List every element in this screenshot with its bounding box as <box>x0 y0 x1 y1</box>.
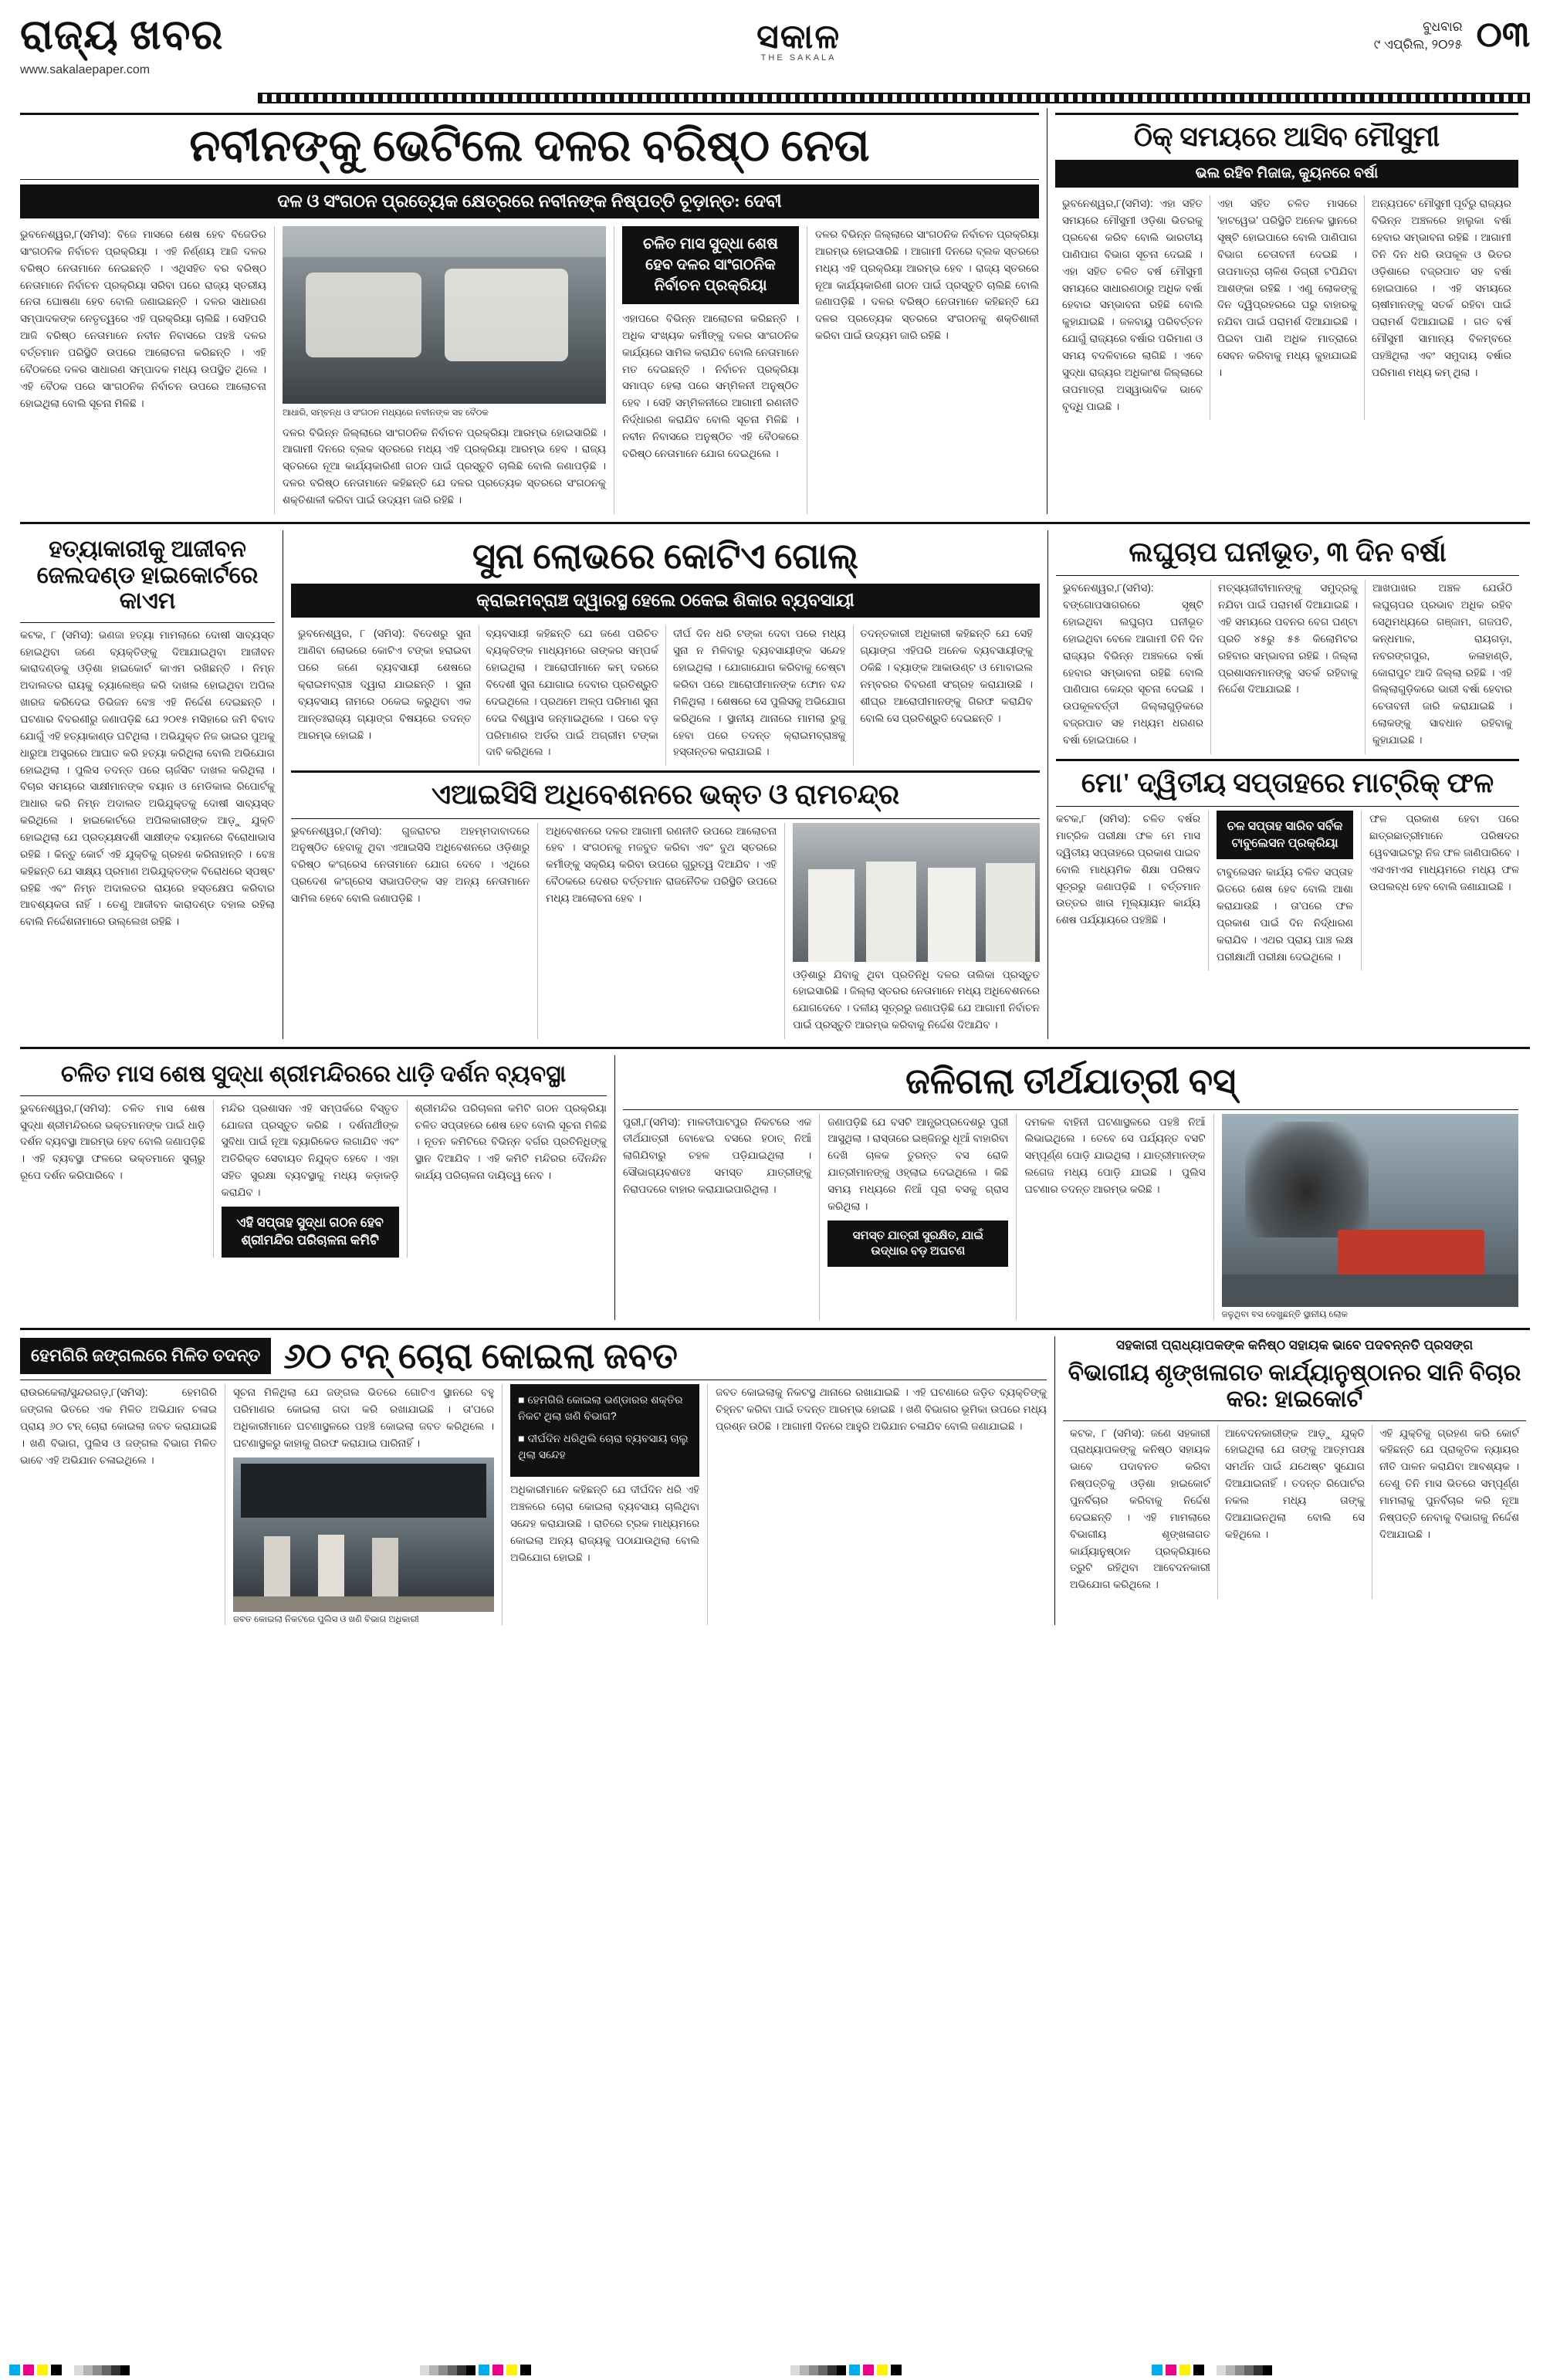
paper-logo: ସକାଳ <box>756 18 841 56</box>
coal-col1: ରାଉରକେଲା/ସୁନ୍ଦରଗଡ଼,୮(ସମିସ): ହେମଗିରି ଜଙ୍ଗଲ ଭିତରେ ଏକ ମିଳିତ ଅଭିଯାନ ଚଳାଇ ପ୍ରାୟ ୬୦ ଟନ୍ ଚୋରା କୋଇଲା ଜବତ କରାଯାଇଛି । ଖଣି ବିଭାଗ, ପୁଲିସ ଓ ଜଙ୍ଗଲ ବିଭାଗ ମିଳିତ ଭାବେ ଏହି ଅଭିଯାନ ଚଳାଇଥିଲେ । <box>20 1386 217 1466</box>
coal-col3: ଅଧିକାରୀମାନେ କହିଛନ୍ତି ଯେ ଦୀର୍ଘଦିନ ଧରି ଏହି ଅଞ୍ଚଳରେ ଚୋରା କୋଇଲା ବ୍ୟବସାୟ ଚାଲିଥିବା ସନ୍ଦେହ କରାଯାଉଛି । ରାତିରେ ଟ୍ରକ ମାଧ୍ୟମରେ କୋଇଲା ଅନ୍ୟ ରାଜ୍ୟକୁ ପଠାଯାଉଥିଲା ବୋଲି ଅଭିଯୋଗ ହୋଇଛି । <box>510 1484 700 1563</box>
bus-col1: ପୁରୀ,୮(ସମିସ): ମାଳତୀପାଟପୁର ନିକଟରେ ଏକ ତୀର୍ଥଯାତ୍ରୀ ବୋଝେଇ ବସରେ ହଠାତ୍ ନିଆଁ ଲାଗିଯିବାରୁ ଚହଳ ପଡ଼ିଯାଇଥିଲା । ସୌଭାଗ୍ୟବଶତଃ ସମସ୍ତ ଯାତ୍ରୀଙ୍କୁ ନିରାପଦରେ ବାହାର କରାଯାଇପାରିଥିଲା । <box>623 1116 812 1196</box>
gold-subheadline: କ୍ରାଇମବ୍ରାଞ୍ଚ ଦ୍ୱାରସ୍ଥ ହେଲେ ଠକେଇ ଶିକାର ବ୍ୟବସାୟୀ <box>291 584 1040 618</box>
gold-col1: ଭୁବନେଶ୍ୱର, ୮ (ସମିସ): ବିଦେଶରୁ ସୁନା ଆଣିବା ଲୋଭରେ କୋଟିଏ ଟଙ୍କା ହରାଇବା ପରେ ଜଣେ ବ୍ୟବସାୟୀ ଶେଷରେ କ୍ରାଇମବ୍ରାଞ୍ଚ ଦ୍ୱାରା ଯାଇଛନ୍ତି । ସୁନା ବ୍ୟବସାୟ ନାମରେ ଠକେଇ କରୁଥିବା ଏକ ଆନ୍ତଃରାଜ୍ୟ ଗ୍ୟାଙ୍ଗ ବିଷୟରେ ତଦନ୍ତ ଆରମ୍ଭ ହୋଇଛି । <box>298 628 472 741</box>
column-divider-4 <box>614 1055 615 1320</box>
weather-story <box>1055 108 1518 514</box>
gold-headline: ସୁନା ଲୋଭରେ କୋଟିଏ ଗୋଲ୍ <box>472 536 859 576</box>
matric-col3: ଫଳ ପ୍ରକାଶ ହେବା ପରେ ଛାତ୍ରଛାତ୍ରୀମାନେ ପରିଷଦର ୱେବସାଇଟରୁ ନିଜ ଫଳ ଜାଣିପାରିବେ । ଏସଏମଏସ ମାଧ୍ୟମରେ ମଧ୍ୟ ଫଳ ଉପଲବ୍ଧ ହେବ ବୋଲି ଜଣାଯାଇଛି । <box>1369 813 1519 892</box>
lead-photo-caption: ଆଧାରି, ସମ୍ବନ୍ଧ ଓ ସଂଗଠନ ମଧ୍ୟରେ ନବୀନଙ୍କ ସହ ବୈଠକ <box>283 408 489 418</box>
lp-col3: ଆଖପାଖର ଅଞ୍ଚଳ ଯେଉଁଠି ଲଘୁଚାପର ପ୍ରଭାବ ଅଧିକ ରହିବ ସେଥିମଧ୍ୟରେ ଗଞ୍ଜାମ, ଗଜପତି, କନ୍ଧମାଳ, ରାୟଗଡ଼ା, ନବରଙ୍ଗପୁର, କଳାହାଣ୍ଡି, କୋରାପୁଟ ଆଦି ଜିଲ୍ଲା ରହିଛି । ଏହି ଜିଲ୍ଲାଗୁଡ଼ିକରେ ଭାରୀ ବର୍ଷା ହେବାର ଚେତାବନୀ ଜାରି କରାଯାଇଛି । ଲୋକଙ୍କୁ ସାବଧାନ ରହିବାକୁ କୁହାଯାଇଛି । <box>1372 582 1512 746</box>
coal-col2: ସୂଚନା ମିଳିଥିଲା ଯେ ଜଙ୍ଗଲ ଭିତରେ ଗୋଟିଏ ସ୍ଥାନରେ ବହୁ ପରିମାଣର କୋଇଲା ଗଦା କରି ରଖାଯାଇଛି । ତା'ପରେ ଅଧିକାରୀମାନେ ଘଟଣାସ୍ଥଳରେ ପହଞ୍ଚି କୋଇଲା ଜବତ କରିଥିଲେ । ଘଟଣାସ୍ଥଳରୁ କାହାକୁ ଗିରଫ କରାଯାଇ ପାରିନାହିଁ । <box>233 1386 495 1449</box>
weather-col1: ଭୁବନେଶ୍ୱର,୮(ସମିସ): ଏହା ସହିତ ସମୟରେ ମୌସୁମୀ ଓଡ଼ିଶା ଭିତରକୁ ପ୍ରବେଶ କରିବ ବୋଲି ଭାରତୀୟ ପାଣିପାଗ ବିଭାଗ ସୂଚନା ଦେଇଛି । ଏହା ସହିତ ଚଳିତ ବର୍ଷ ମୌସୁମୀ ସମୟରେ ସାଧାରଣଠାରୁ ଅଧିକ ବର୍ଷା ହେବାର ସମ୍ଭାବନା ରହିଛି ବୋଲି କୁହାଯାଇଛି । ଜଳବାୟୁ ପରିବର୍ତ୍ତନ ଯୋଗୁଁ ରାଜ୍ୟରେ ବର୍ଷାର ପରିମାଣ ଓ ସମୟ ବଦଳିବାରେ ଲାଗିଛି । ଏବେ ସୁଦ୍ଧା ରାଜ୍ୟର ଅଧିକାଂଶ ଜିଲ୍ଲାରେ ତାପମାତ୍ରା ଅସ୍ୱାଭାବିକ ଭାବେ ବୃଦ୍ଧି ପାଇଛି । <box>1062 198 1203 412</box>
lp-col1: ଭୁବନେଶ୍ୱର,୮(ସମିସ): ବଙ୍ଗୋପସାଗରରେ ସୃଷ୍ଟି ହୋଇଥିବା ଲଘୁଚାପ ଘନୀଭୂତ ହୋଇଥିବା ବେଳେ ଆଗାମୀ ତିନି ଦିନ ରାଜ୍ୟର ବିଭିନ୍ନ ଅଞ୍ଚଳରେ ବର୍ଷା ହେବାର ସମ୍ଭାବନା ରହିଛି ବୋଲି ପାଣିପାଗ କେନ୍ଦ୍ର ସୂଚନା ଦେଇଛି । ଉପକୂଳବର୍ତ୍ତୀ ଜିଲ୍ଲାଗୁଡ଼ିକରେ ବଜ୍ରପାତ ସହ ମଧ୍ୟମ ଧରଣର ବର୍ଷା ହୋଇପାରେ । <box>1063 582 1203 746</box>
masthead-left <box>20 14 223 77</box>
lead-subheadline: ଦଳ ଓ ସଂଗଠନ ପ୍ରତ୍ୟେକ କ୍ଷେତ୍ରରେ ନବୀନଙ୍କ ନିଷ୍ପତ୍ତି ଚୂଡ଼ାନ୍ତ: ଦେବୀ <box>20 185 1039 218</box>
page-number: ୦୩ <box>1476 15 1530 54</box>
aicc-col1: ଭୁବନେଶ୍ୱର,୮(ସମିସ): ଗୁଜରାଟର ଅହମ୍ମଦାବାଦରେ ଅନୁଷ୍ଠିତ ହେବାକୁ ଥିବା ଏଆଇସିସି ଅଧିବେଶନରେ ଓଡ଼ିଶାରୁ ବରିଷ୍ଠ କଂଗ୍ରେସ ନେତାମାନେ ଯୋଗ ଦେବେ । ଏଥିରେ ପ୍ରଦେଶ କଂଗ୍ରେସ ସଭାପତିଙ୍କ ସହ ଅନ୍ୟ ନେତାମାନେ ସାମିଲ ହେବେ ବୋଲି ଜଣାପଡ଼ିଛି । <box>291 824 530 905</box>
bus-callout: ସମସ୍ତ ଯାତ୍ରୀ ସୁରକ୍ଷିତ, ଯାଇଁ ଉଦ୍ଧାର ବଡ଼ ଅଘଟଣ <box>827 1220 1008 1268</box>
section-separator-3 <box>20 1328 1530 1330</box>
column-divider-3 <box>1047 530 1048 1039</box>
court-col2: ଆବେଦନକାରୀଙ୍କ ଆଡ଼ୁ ଯୁକ୍ତି ହୋଇଥିଲା ଯେ ତାଙ୍କୁ ଆତ୍ମପକ୍ଷ ସମର୍ଥନ ପାଇଁ ଯଥେଷ୍ଟ ସୁଯୋଗ ଦିଆଯାଇନାହିଁ । ତଦନ୍ତ ରିପୋର୍ଟର ନକଲ ମଧ୍ୟ ତାଙ୍କୁ ଦିଆଯାଇନଥିଲା ବୋଲି ସେ କହିଥିଲେ । <box>1224 1427 1365 1540</box>
court-col1: କଟକ, ୮ (ସମିସ): ଜଣେ ସହକାରୀ ପ୍ରାଧ୍ୟାପକଙ୍କୁ କନିଷ୍ଠ ସହାୟକ ଭାବେ ପଦାବନତ କରିବା ନିଷ୍ପତ୍ତିକୁ ଓଡ଼ିଶା ହାଇକୋର୍ଟ ପୁନର୍ବିଚାର କରିବାକୁ ନିର୍ଦ୍ଦେଶ ଦେଇଛନ୍ତି । ଏହି ମାମଲାରେ ବିଭାଗୀୟ ଶୃଙ୍ଖଳାଗତ କାର୍ଯ୍ୟାନୁଷ୍ଠାନ ପ୍ରକ୍ରିୟାରେ ତ୍ରୁଟି ରହିଥିବା ଆବେଦନକାରୀ ଅଭିଯୋଗ କରିଥିଲେ । <box>1070 1427 1210 1591</box>
date-block <box>1374 14 1463 54</box>
lead-col2: ଦଳର ବିଭିନ୍ନ ଜିଲ୍ଲାରେ ସାଂଗଠନିକ ନିର୍ବାଚନ ପ୍ରକ୍ରିୟା ଆରମ୍ଭ ହୋଇସାରିଛି । ଆଗାମୀ ଦିନରେ ବ୍ଲକ ସ୍ତରରେ ମଧ୍ୟ ଏହି ପ୍ରକ୍ରିୟା ଆରମ୍ଭ ହେବ । ରାଜ୍ୟ ସ୍ତରରେ ନୂଆ କାର୍ଯ୍ୟକାରିଣୀ ଗଠନ ପାଇଁ ପ୍ରସ୍ତୁତି ଚାଲିଛି ବୋଲି ଜଣାପଡ଼ିଛି । ଦଳର ବରିଷ୍ଠ ନେତାମାନେ କହିଛନ୍ତି ଯେ ଦଳର ପ୍ରତ୍ୟେକ ସ୍ତରରେ ସଂଗଠନକୁ ଶକ୍ତିଶାଳୀ କରିବା ପାଇଁ ଉଦ୍ୟମ ଜାରି ରହିଛି । <box>283 426 606 506</box>
decorative-ruler <box>20 88 1530 108</box>
matric-headline: ମୋ' ଦ୍ୱିତୀୟ ସପ୍ତାହରେ ମାଟ୍ରିକ୍ ଫଳ <box>1081 767 1494 798</box>
bus-col3: ଦମକଳ ବାହିନୀ ଘଟଣାସ୍ଥଳରେ ପହଞ୍ଚି ନିଆଁ ଲିଭାଇଥିଲେ । ତେବେ ସେ ପର୍ଯ୍ୟନ୍ତ ବସଟି ସମ୍ପୂର୍ଣ୍ଣ ପୋଡ଼ି ଯାଇଥିଲା । ଯାତ୍ରୀମାନଙ୍କ ଲଗେଜ ମଧ୍ୟ ପୋଡ଼ି ଯାଇଛି । ପୁଲିସ ଘଟଣାର ତଦନ୍ତ ଆରମ୍ଭ କରିଛି । <box>1024 1116 1206 1196</box>
bus-headline: ଜଳିଗଲା ତୀର୍ଥଯାତ୍ରୀ ବସ୍ <box>905 1061 1237 1102</box>
cb-right <box>1142 2365 1281 2375</box>
coal-tag: ହେମଗିରି ଜଙ୍ଗଲରେ ମିଳିତ ତଦନ୍ତ <box>20 1338 271 1373</box>
day-label: ବୁଧବାର <box>1423 19 1463 34</box>
temple-col2: ମନ୍ଦିର ପ୍ରଶାସନ ଏହି ସମ୍ପର୍କରେ ବିସ୍ତୃତ ଯୋଜନା ପ୍ରସ୍ତୁତ କରିଛି । ଦର୍ଶନାର୍ଥୀଙ୍କ ସୁବିଧା ପାଇଁ ନୂଆ ବ୍ୟାରିକେଡ ଲଗାଯିବ ଏବଂ ଅତିରିକ୍ତ ସେବାୟତ ନିଯୁକ୍ତ ହେବେ । ଏହା ସହିତ ସୁରକ୍ଷା ବ୍ୟବସ୍ଥାକୁ ମଧ୍ୟ କଡ଼ାକଡ଼ି କରାଯିବ । <box>221 1102 399 1198</box>
gold-col4: ତଦନ୍ତକାରୀ ଅଧିକାରୀ କହିଛନ୍ତି ଯେ ସେହି ଗ୍ୟାଙ୍ଗ ଏହିପରି ଅନେକ ବ୍ୟବସାୟୀଙ୍କୁ ଠକିଛି । ବ୍ୟାଙ୍କ ଆକାଉଣ୍ଟ ଓ ମୋବାଇଲ ନମ୍ବରର ବିବରଣୀ ସଂଗ୍ରହ କରାଯାଉଛି । ଶୀଘ୍ର ଆରୋପୀମାନଙ୍କୁ ଗିରଫ କରାଯିବ ବୋଲି ସେ ପ୍ରତିଶ୍ରୁତି ଦେଇଛନ୍ତି । <box>860 628 1033 724</box>
temple-col3: ଶ୍ରୀମନ୍ଦିର ପରିଚାଳନା କମିଟି ଗଠନ ପ୍ରକ୍ରିୟା ଚଳିତ ସପ୍ତାହରେ ଶେଷ ହେବ ବୋଲି ସୂଚନା ମିଳିଛି । ନୂତନ କମିଟିରେ ବିଭିନ୍ନ ବର୍ଗର ପ୍ରତିନିଧିଙ୍କୁ ସ୍ଥାନ ଦିଆଯିବ । ଏହି କମିଟି ମନ୍ଦିରର ଦୈନନ୍ଦିନ କାର୍ଯ୍ୟ ପରିଚାଳନା ଦାୟିତ୍ୱ ନେବ । <box>415 1102 607 1182</box>
temple-col1: ଭୁବନେଶ୍ୱର,୮(ସମିସ): ଚଳିତ ମାସ ଶେଷ ସୁଦ୍ଧା ଶ୍ରୀମନ୍ଦିରରେ ଭକ୍ତମାନଙ୍କ ପାଇଁ ଧାଡ଼ି ଦର୍ଶନ ବ୍ୟବସ୍ଥା ଆରମ୍ଭ ହେବ ବୋଲି ଜଣାପଡ଼ିଛି । ଏହି ବ୍ୟବସ୍ଥା ଫଳରେ ଭକ୍ତମାନେ ସୁଚାରୁ ରୂପେ ଦର୍ଶନ କରିପାରିବେ । <box>20 1102 205 1182</box>
lead-callout: ଚଳିତ ମାସ ସୁଦ୍ଧା ଶେଷ ହେବ ଦଳର ସାଂଗଠନିକ ନିର୍ବାଚନ ପ୍ରକ୍ରିୟା <box>622 226 799 304</box>
gold-aicc-block <box>291 530 1040 1039</box>
court-story <box>1063 1336 1526 1625</box>
coal-photo <box>233 1457 494 1612</box>
weather-headline: ଠିକ୍ ସମୟରେ ଆସିବ ମୌସୁମୀ <box>1133 121 1440 152</box>
weather-subheadline: ଭଲ ରହିବ ମିଜାଜ, କ୍ୟୁନରେ ବର୍ଷା <box>1055 160 1518 188</box>
aicc-col3: ଓଡ଼ିଶାରୁ ଯିବାକୁ ଥିବା ପ୍ରତିନିଧି ଦଳର ତାଲିକା ପ୍ରସ୍ତୁତ ହୋଇସାରିଛି । ଜିଲ୍ଲା ସ୍ତରର ନେତାମାନେ ମଧ୍ୟ ଅଧିବେଶନରେ ଯୋଗଦେବେ । ଦଳୀୟ ସୂତ୍ରରୁ ଜଣାପଡ଼ିଛି ଯେ ଆଗାମୀ ନିର୍ବାଚନ ପାଇଁ ପ୍ରସ୍ତୁତି ଆରମ୍ଭ କରିବାକୁ ନିର୍ଦ୍ଦେଶ ଦିଆଯିବ । <box>793 968 1040 1031</box>
matric-col1: କଟକ,୮ (ସମିସ): ଚଳିତ ବର୍ଷର ମାଟ୍ରିକ ପରୀକ୍ଷା ଫଳ ମେ ମାସ ଦ୍ୱିତୀୟ ସପ୍ତାହରେ ପ୍ରକାଶ ପାଇବ ବୋଲି ମାଧ୍ୟମିକ ଶିକ୍ଷା ପରିଷଦ ସୂତ୍ରରୁ ଜଣାପଡ଼ିଛି । ବର୍ତ୍ତମାନ ଉତ୍ତର ଖାତା ମୂଲ୍ୟାୟନ କାର୍ଯ୍ୟ ଶେଷ ପର୍ଯ୍ୟାୟରେ ପହଞ୍ଚିଛି । <box>1056 813 1200 926</box>
coal-bullet-1: ■ ହେମଗିରି କୋଇଲା ଭଣ୍ଡାରର ଶକ୍ତିର ନିକଟ ଥିଲା ଖଣି ବିଭାଗ? <box>518 1393 683 1423</box>
matric-col2: ଟାବୁଲେସନ କାର୍ଯ୍ୟ ଚଳିତ ସପ୍ତାହ ଭିତରେ ଶେଷ ହେବ ବୋଲି ଆଶା କରାଯାଉଛି । ତା'ପରେ ଫଳ ପ୍ରକାଶ ପାଇଁ ଦିନ ନିର୍ଦ୍ଧାରଣ କରାଯିବ । ଏଥର ପ୍ରାୟ ପାଞ୍ଚ ଲକ୍ଷ ପରୀକ୍ଷାର୍ଥୀ ପରୀକ୍ଷା ଦେଇଥିଲେ । <box>1217 866 1353 963</box>
right-middle-block <box>1056 530 1519 1039</box>
bus-photo-caption: ଜଳୁଥିବା ବସ ଦେଖୁଛନ୍ତି ସ୍ଥାନୀୟ ଲୋକ <box>1221 1309 1349 1319</box>
weather-col3: ଅନ୍ୟପଟେ ମୌସୁମୀ ପୂର୍ବରୁ ରାଜ୍ୟର ବିଭିନ୍ନ ଅଞ୍ଚଳରେ ହାଲୁକା ବର୍ଷା ହେବାର ସମ୍ଭାବନା ରହିଛି । ଆଗାମୀ ତିନି ଦିନ ଧରି ଉପକୂଳ ଓ ଭିତର ଓଡ଼ିଶାରେ ବଜ୍ରପାତ ସହ ବର୍ଷା ହୋଇପାରେ । ଏହି ସମୟରେ ଚାଷୀମାନଙ୍କୁ ସତର୍କ ରହିବା ପାଇଁ ପରାମର୍ଶ ଦିଆଯାଇଛି । ଗତ ବର୍ଷ ମୌସୁମୀ ସାମାନ୍ୟ ବିଳମ୍ବରେ ପହଞ୍ଚିଥିଲା ଏବଂ ସମୁଦାୟ ବର୍ଷାର ପରିମାଣ ମଧ୍ୟ କମ୍ ଥିଲା । <box>1371 198 1511 378</box>
aicc-headline: ଏଆଇସିସି ଅଧିବେଶନରେ ଭକ୍ତ ଓ ରାମଚନ୍ଦ୍ର <box>431 779 900 811</box>
cb-mid1 <box>401 2365 540 2375</box>
bus-story <box>623 1055 1518 1320</box>
lead-col3: ଏହାପରେ ବିଭିନ୍ନ ଆଲୋଚନା କରିଛନ୍ତି । ଅଧିକ ସଂଖ୍ୟକ କର୍ମୀଙ୍କୁ ଦଳର ସାଂଗଠନିକ କାର୍ଯ୍ୟରେ ସାମିଲ କରାଯିବ ବୋଲି ନେତାମାନେ ମତ ଦେଇଛନ୍ତି । ନିର୍ବାଚନ ପ୍ରକ୍ରିୟା ସମାପ୍ତ ହେଲା ପରେ ସମ୍ମିଳନୀ ଅନୁଷ୍ଠିତ ହେବ । ସେହି ସମ୍ମିଳନୀରେ ଆଗାମୀ ରଣନୀତି ନିର୍ଦ୍ଧାରଣ କରାଯିବ ବୋଲି ସୂଚନା ମିଳିଛି । ନବୀନ ନିବାସରେ ଅନୁଷ୍ଠିତ ଏହି ବୈଠକରେ ବରିଷ୍ଠ ନେତାମାନେ ଯୋଗ ଦେଇଥିଲେ । <box>622 312 799 459</box>
gold-col2: ବ୍ୟବସାୟୀ କହିଛନ୍ତି ଯେ ଜଣେ ପରିଚିତ ବ୍ୟକ୍ତିଙ୍କ ମାଧ୍ୟମରେ ତାଙ୍କର ସମ୍ପର୍କ ହୋଇଥିଲା । ଆରୋପୀମାନେ କମ୍ ଦରରେ ବିଦେଶୀ ସୁନା ଯୋଗାଇ ଦେବାର ପ୍ରତିଶ୍ରୁତି ଦେଇଥିଲେ । ପ୍ରଥମେ ଅଳ୍ପ ପରିମାଣ ସୁନା ଦେଇ ବିଶ୍ୱାସ ଜନ୍ମାଇଥିଲେ । ପରେ ବଡ଼ ପରିମାଣର ଅର୍ଡର ପାଇଁ ଅଗ୍ରୀମ ଟଙ୍କା ଦାବି କରିଥିଲେ । <box>486 628 658 758</box>
masthead-right <box>1374 14 1530 56</box>
hc-story <box>20 530 275 1039</box>
temple-headline: ଚଳିତ ମାସ ଶେଷ ସୁଦ୍ଧା ଶ୍ରୀମନ୍ଦିରରେ ଧାଡ଼ି ଦର୍ଶନ ବ୍ୟବସ୍ଥା <box>60 1061 567 1088</box>
coal-bullet-2: ■ ଦୀର୍ଘଦିନ ଧରିଥିଲି ଚୋରା ବ୍ୟବସାୟ ଚାଲୁ ଥିଲା ସନ୍ଦେହ <box>518 1432 689 1461</box>
lead-headline: ନବୀନଙ୍କୁ ଭେଟିଲେ ଦଳର ବରିଷ୍ଠ ନେତା <box>189 120 870 171</box>
paper-logo-sub: THE SAKALA <box>760 53 837 63</box>
hc-body: କଟକ, ୮ (ସମିସ): ଭଣଜା ହତ୍ୟା ମାମଲାରେ ଦୋଷୀ ସାବ୍ୟସ୍ତ ହୋଇଥିବା ଜଣେ ବ୍ୟକ୍ତିଙ୍କୁ ଦିଆଯାଇଥିବା ଆଜୀବନ କାରାଦଣ୍ଡକୁ ଓଡ଼ିଶା ହାଇକୋର୍ଟ କାଏମ ରଖିଛନ୍ତି । ନିମ୍ନ ଅଦାଲତର ରାୟକୁ ଚ୍ୟାଲେଞ୍ଜ କରି ଦାଖଲ ହୋଇଥିବା ଅପିଲ ଖାରଜ କରିଦେଇ ଡିଭିଜନ ବେଞ୍ଚ ଏହି ନିର୍ଦ୍ଦେଶ ଦେଇଛନ୍ତି । ଘଟଣାର ବିବରଣୀରୁ ଜଣାପଡ଼ିଛି ଯେ ୨୦୧୫ ମସିହାରେ ଜମି ବିବାଦ ଯୋଗୁଁ ଏହି ହତ୍ୟାକାଣ୍ଡ ଘଟିଥିଲା । ଅଭିଯୁକ୍ତ ନିଜ ଭାଇର ପୁଅକୁ ଧାରୁଆ ଅସ୍ତ୍ରରେ ଆଘାତ କରି ହତ୍ୟା କରିଥିଲା ବୋଲି ଅଭିଯୋଗ ହୋଇଥିଲା । ପୁଲିସ ତଦନ୍ତ ପରେ ଚାର୍ଜସିଟ ଦାଖଲ କରିଥିଲା । ବିଚାର ସମୟରେ ସାକ୍ଷୀମାନଙ୍କ ବୟାନ ଓ ମେଡିକାଲ ରିପୋର୍ଟକୁ ଆଧାର କରି ନିମ୍ନ ଅଦାଲତ ଅଭିଯୁକ୍ତକୁ ଦୋଷୀ ସାବ୍ୟସ୍ତ କରିଥିଲେ । ହାଇକୋର୍ଟରେ ଅପିଲକାରୀଙ୍କ ଆଡ଼ୁ ଯୁକ୍ତି ହୋଇଥିଲା ଯେ ପ୍ରତ୍ୟକ୍ଷଦର୍ଶୀ ସାକ୍ଷୀଙ୍କ ବୟାନରେ ବିରୋଧାଭାସ ରହିଛି । କିନ୍ତୁ କୋର୍ଟ ଏହି ଯୁକ୍ତିକୁ ଗ୍ରହଣ କରିନାହାନ୍ତି । ବେଞ୍ଚ କହିଛନ୍ତି ଯେ ସାକ୍ଷ୍ୟ ପ୍ରମାଣ ଅଭିଯୁକ୍ତଙ୍କ ବିରୋଧରେ ସ୍ପଷ୍ଟ ରହିଛି ଏବଂ ନିମ୍ନ ଅଦାଲତର ରାୟରେ ହସ୍ତକ୍ଷେପ କରିବାର ଆବଶ୍ୟକତା ନାହିଁ । ତେଣୁ ଆଜୀବନ କାରାଦଣ୍ଡ ବହାଲ ରହିଲା ବୋଲି ନିର୍ଦ୍ଦେଶନାମାରେ ଉଲ୍ଲେଖ ରହିଛି । <box>20 628 275 928</box>
temple-bus-section <box>20 1055 1530 1320</box>
color-calibration-bar <box>0 2360 1550 2380</box>
coal-headline: ୬୦ ଟନ୍ ଚୋରା କୋଇଲା ଜବତ <box>283 1336 678 1376</box>
cb-mid2 <box>772 2365 911 2375</box>
court-headline: ବିଭାଗୀୟ ଶୃଙ୍ଖଳାଗତ କାର୍ଯ୍ୟାନୁଷ୍ଠାନର ସାନି ବିଚାର କର: ହାଇକୋର୍ଟ <box>1068 1360 1521 1412</box>
lowpressure-headline: ଲଘୁଚାପ ଘନୀଭୂତ, ୩ ଦିନ ବର୍ଷା <box>1129 536 1447 567</box>
top-section <box>20 108 1530 514</box>
lead-photo <box>283 226 606 404</box>
coal-bullets <box>510 1384 699 1477</box>
section-title: ରାଜ୍ୟ ଖବର <box>20 12 224 58</box>
middle-section <box>20 530 1530 1039</box>
website-url[interactable]: www.sakalaepaper.com <box>20 63 151 76</box>
temple-story <box>20 1055 607 1320</box>
column-divider-5 <box>1054 1336 1055 1625</box>
weather-col2: ଏହା ସହିତ ଚଳିତ ମାସରେ 'ହାଟୱେଭ' ପରିସ୍ଥିତି ଅନେକ ସ୍ଥାନରେ ସୃଷ୍ଟି ହୋଇପାରେ ବୋଲି ପାଣିପାଗ ବିଭାଗ ଚେତାବନୀ ଦେଇଛି । ତାପମାତ୍ରା ଚାଳିଶ ଡିଗ୍ରୀ ଟପିଯିବା ଆଶଙ୍କା ରହିଛି । ଏଣୁ ଲୋକଙ୍କୁ ଦିନ ଦ୍ୱିପ୍ରହରରେ ଘରୁ ବାହାରକୁ ନଯିବା ପାଇଁ ପରାମର୍ଶ ଦିଆଯାଇଛି । ପିଇବା ପାଣି ଅଧିକ ମାତ୍ରାରେ ସେବନ କରିବାକୁ ମଧ୍ୟ କୁହାଯାଇଛି । <box>1217 198 1357 378</box>
coal-court-section <box>20 1336 1530 1625</box>
coal-photo-caption: ଜବତ କୋଇଲା ନିକଟରେ ପୁଲିସ ଓ ଖଣି ବିଭାଗ ଅଧିକାରୀ <box>233 1614 419 1624</box>
coal-story <box>20 1336 1047 1625</box>
masthead-logo <box>756 17 841 63</box>
temple-callout: ଏହି ସପ୍ତାହ ସୁଦ୍ଧା ଗଠନ ହେବ ଶ୍ରୀମନ୍ଦିର ପରିଚାଳନା କମିଟି <box>222 1207 399 1258</box>
lead-story <box>20 108 1039 514</box>
court-kicker: ସହକାରୀ ପ୍ରାଧ୍ୟାପକଙ୍କ କନିଷ୍ଠ ସହାୟକ ଭାବେ ପଦବନ୍ନତି ପ୍ରସଙ୍ଗ <box>1115 1337 1474 1353</box>
bus-col2: ଜଣାପଡ଼ିଛି ଯେ ବସଟି ଆନ୍ଧ୍ରପ୍ରଦେଶରୁ ପୁରୀ ଆସୁଥିଲା । ରାସ୍ତାରେ ଇଞ୍ଜିନରୁ ଧୂଆଁ ବାହାରିବା ଦେଖି ଚାଳକ ତୁରନ୍ତ ବସ ରୋକି ଯାତ୍ରୀମାନଙ୍କୁ ଓହ୍ଲାଇ ଦେଇଥିଲେ । କିଛି ସମୟ ମଧ୍ୟରେ ନିଆଁ ପୂରା ବସକୁ ଗ୍ରାସ କରିଥିଲା । <box>827 1116 1009 1212</box>
lp-col2: ମତ୍ସ୍ୟଜୀବୀମାନଙ୍କୁ ସମୁଦ୍ରକୁ ନଯିବା ପାଇଁ ପରାମର୍ଶ ଦିଆଯାଇଛି । ଏହି ସମୟରେ ପବନର ବେଗ ଘଣ୍ଟା ପ୍ରତି ୪୫ରୁ ୫୫ କିଲୋମିଟର ରହିବାର ସମ୍ଭାବନା ରହିଛି । ଜିଲ୍ଲା ପ୍ରଶାସନମାନଙ୍କୁ ସତର୍କ ରହିବାକୁ ନିର୍ଦ୍ଦେଶ ଦିଆଯାଇଛି । <box>1217 582 1358 696</box>
lead-col1: ଭୁବନେଶ୍ୱର,୮(ସମିସ): ବିଜେ ମାସରେ ଶେଷ ହେବ ବିଜେଡିର ସାଂଗଠନିକ ନିର୍ବାଚନ ପ୍ରକ୍ରିୟା । ଏହି ନିର୍ଣ୍ଣୟ ଆଜି ଦଳର ବରିଷ୍ଠ ନେତାମାନେ ନେଇଛନ୍ତି । ଏଥିସହିତ ବର ବରିଷ୍ଠ ନେତାମାନେ ନିର୍ବାଚନ ପ୍ରକ୍ରିୟା ସରିବା ପରେ ରାଜ୍ୟ ସ୍ତରୀୟ ନେତା ଘୋଷଣା ହେବ ବୋଲି ଜଣାଇଛନ୍ତି । ଦଳର ସାଧାରଣ ସମ୍ପାଦକଙ୍କ ନେତୃତ୍ୱରେ ଏହି ପ୍ରକ୍ରିୟା ଚାଲିଛି । ସେହିପରି ଆଜି ବରିଷ୍ଠ ନେତାମାନେ ନବୀନ ନିବାସରେ ପହଞ୍ଚି ଦଳର ବର୍ତ୍ତମାନ ପରିସ୍ଥିତି ଉପରେ ଆଲୋଚନା କରିଛନ୍ତି । ଏହି ବୈଠକରେ ଦଳର ସାଧାରଣ ସମ୍ପାଦକ ମଧ୍ୟ ଉପସ୍ଥିତ ଥିଲେ । ଏହି ବୈଠକ ପରେ ସାଂଗଠନିକ ନିର୍ବାଚନ ଉପରେ ଆଲୋଚନା ହୋଇଥିଲା ବୋଲି ସୂଚନା ମିଳିଛି । <box>20 228 266 409</box>
aicc-photo <box>793 823 1040 962</box>
coal-col4: ଜବତ କୋଇଲାକୁ ନିକଟସ୍ଥ ଥାନାରେ ରଖାଯାଇଛି । ଏହି ଘଟଣାରେ ଜଡ଼ିତ ବ୍ୟକ୍ତିଙ୍କୁ ଚିହ୍ନଟ କରିବା ପାଇଁ ତଦନ୍ତ ଆରମ୍ଭ ହୋଇଛି । ଖଣି ବିଭାଗର ଭୂମିକା ଉପରେ ମଧ୍ୟ ପ୍ରଶ୍ନ ଉଠିଛି । ଆଗାମୀ ଦିନରେ ଆହୁରି ଅଭିଯାନ ଚଳାଯିବ ବୋଲି ଜଣାଯାଇଛି । <box>716 1386 1047 1432</box>
gold-col3: ଦୀର୍ଘ ଦିନ ଧରି ଟଙ୍କା ଦେବା ପରେ ମଧ୍ୟ ସୁନା ନ ମିଳିବାରୁ ବ୍ୟବସାୟୀଙ୍କ ସନ୍ଦେହ ହୋଇଥିଲା । ଯୋଗାଯୋଗ କରିବାକୁ ଚେଷ୍ଟା କରିବା ପରେ ଆରୋପୀମାନଙ୍କ ଫୋନ ବନ୍ଦ ମିଳିଥିଲା । ଶେଷରେ ସେ ପୁଲିସକୁ ଅଭିଯୋଗ କରିଥିଲେ । ସ୍ଥାନୀୟ ଥାନାରେ ମାମଲା ରୁଜୁ ହେବା ପରେ ତଦନ୍ତ କ୍ରାଇମବ୍ରାଞ୍ଚକୁ ହସ୍ତାନ୍ତର କରାଯାଇଛି । <box>673 628 846 758</box>
masthead <box>20 14 1530 88</box>
matric-callout: ଚଳ ସପ୍ତାହ ସାରିବ ସର୍ବିକ ଟାବୁଲେସନ ପ୍ରକ୍ରିୟା <box>1217 811 1353 859</box>
date-label: ୯ ଏପ୍ରିଲ, ୨୦୨୫ <box>1373 36 1463 52</box>
lead-col4: ଦଳର ବିଭିନ୍ନ ଜିଲ୍ଲାରେ ସାଂଗଠନିକ ନିର୍ବାଚନ ପ୍ରକ୍ରିୟା ଆରମ୍ଭ ହୋଇସାରିଛି । ଆଗାମୀ ଦିନରେ ବ୍ଲକ ସ୍ତରରେ ମଧ୍ୟ ଏହି ପ୍ରକ୍ରିୟା ଆରମ୍ଭ ହେବ । ରାଜ୍ୟ ସ୍ତରରେ ନୂଆ କାର୍ଯ୍ୟକାରିଣୀ ଗଠନ ପାଇଁ ପ୍ରସ୍ତୁତି ଚାଲିଛି ବୋଲି ଜଣାପଡ଼ିଛି । ଦଳର ବରିଷ୍ଠ ନେତାମାନେ କହିଛନ୍ତି ଯେ ଦଳର ପ୍ରତ୍ୟେକ ସ୍ତରରେ ସଂଗଠନକୁ ଶକ୍ତିଶାଳୀ କରିବା ପାଇଁ ଉଦ୍ୟମ ଜାରି ରହିଛି । <box>815 228 1039 342</box>
section-separator-2 <box>20 1047 1530 1049</box>
bus-photo <box>1222 1114 1518 1307</box>
hc-headline: ହତ୍ୟାକାରୀକୁ ଆଜୀବନ ଜେଲଦଣ୍ଡ ହାଇକୋର୍ଟରେ କାଏମ <box>36 536 259 614</box>
aicc-col2: ଅଧିବେଶନରେ ଦଳର ଆଗାମୀ ରଣନୀତି ଉପରେ ଆଲୋଚନା ହେବ । ସଂଗଠନକୁ ମଜବୁତ କରିବା ଏବଂ ବୁଥ ସ୍ତରରେ କର୍ମୀଙ୍କୁ ସକ୍ରିୟ କରିବା ଉପରେ ଗୁରୁତ୍ୱ ଦିଆଯିବ । ଏହି ବୈଠକରେ ଦେଶର ବର୍ତ୍ତମାନ ରାଜନୈତିକ ପରିସ୍ଥିତି ଉପରେ ମଧ୍ୟ ଆଲୋଚନା ହେବ । <box>546 824 777 905</box>
cb-left <box>0 2365 139 2375</box>
court-col3: ଏହି ଯୁକ୍ତିକୁ ଗ୍ରହଣ କରି କୋର୍ଟ କହିଛନ୍ତି ଯେ ପ୍ରାକୃତିକ ନ୍ୟାୟର ନୀତି ପାଳନ କରାଯିବା ଆବଶ୍ୟକ । ତେଣୁ ତିନି ମାସ ଭିତରେ ସମ୍ପୂର୍ଣ୍ଣ ମାମଲାକୁ ପୁନର୍ବିଚାର କରି ନୂଆ ନିଷ୍ପତ୍ତି ନେବାକୁ ବିଭାଗକୁ ନିର୍ଦ୍ଦେଶ ଦିଆଯାଇଛି । <box>1379 1427 1519 1540</box>
section-separator-1 <box>20 522 1530 524</box>
